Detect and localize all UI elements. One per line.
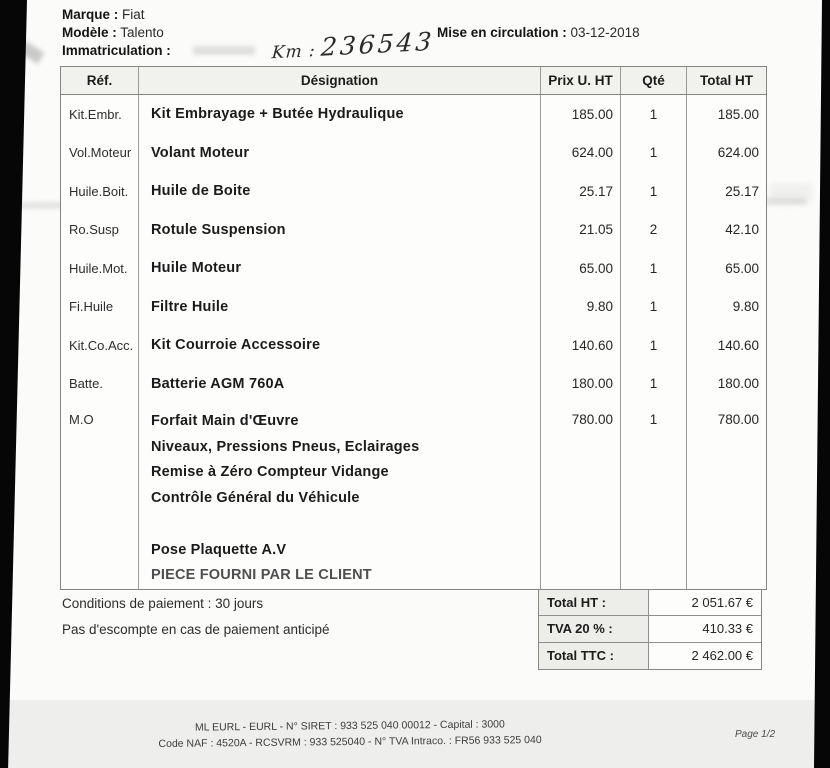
company-footer <box>100 715 600 752</box>
item-qty: 1 <box>621 134 687 173</box>
table-row <box>61 134 766 173</box>
table-row <box>61 172 766 211</box>
scan-smudge-artifact <box>193 46 255 55</box>
total-ttc-value: 2 462.00 € <box>691 648 753 664</box>
table-header-row <box>61 67 766 95</box>
table-row <box>61 365 766 404</box>
total-ttc-row <box>539 643 761 669</box>
mileage-km-label: Km : <box>271 40 317 64</box>
item-unit-price: 180.00 <box>541 365 621 404</box>
item-unit-price: 65.00 <box>541 249 621 288</box>
item-ref: Ro.Susp <box>61 211 139 250</box>
item-total: 42.10 <box>725 222 759 238</box>
tva-row <box>539 616 761 642</box>
item-qty: 1 <box>621 249 687 288</box>
payment-terms-line: Conditions de paiement : 30 jours <box>62 596 264 611</box>
invoice-items-table <box>60 66 767 590</box>
col-header-ref: Réf. <box>61 67 139 94</box>
model-label: Modèle : <box>62 25 117 40</box>
vehicle-make-line <box>62 7 145 22</box>
item-unit-price: 21.05 <box>541 211 621 250</box>
item-total: 624.00 <box>717 145 759 161</box>
item-qty: 1 <box>621 326 687 365</box>
first-registration-line <box>437 25 640 40</box>
table-row <box>61 288 766 327</box>
item-designation: Huile Moteur <box>139 249 541 288</box>
item-total: 140.60 <box>717 337 759 353</box>
tva-label: TVA 20 % : <box>539 616 649 641</box>
labor-detail-line: Contrôle Général du Véhicule <box>151 490 360 507</box>
item-total: 780.00 <box>717 412 759 427</box>
labor-designation: Forfait Main d'Œuvre <box>151 413 299 429</box>
scan-edge-bar-left <box>0 0 27 768</box>
company-fiscal-line: Code NAF : 4520A - RCSVRM : 933 525040 - N° TVA Intraco. : FR56 933 525 040 <box>158 733 542 751</box>
item-unit-price: 140.60 <box>541 326 621 365</box>
make-value: Fiat <box>122 7 145 22</box>
labor-detail-line: Pose Plaquette A.V <box>151 541 287 558</box>
first-registration-date: 03-12-2018 <box>570 25 640 40</box>
col-header-designation: Désignation <box>139 67 541 94</box>
tva-value: 410.33 € <box>702 621 753 637</box>
total-ttc-label: Total TTC : <box>539 643 649 669</box>
labor-detail-line: Remise à Zéro Compteur Vidange <box>151 464 389 481</box>
item-ref: Batte. <box>61 365 139 404</box>
table-row-labor <box>61 403 766 589</box>
item-designation-block <box>139 403 541 589</box>
item-total: 9.80 <box>732 299 759 315</box>
item-unit-price: 185.00 <box>541 95 621 134</box>
totals-table <box>538 589 762 670</box>
item-designation: Rotule Suspension <box>139 211 541 250</box>
col-header-unit-price: Prix U. HT <box>541 67 621 94</box>
vehicle-registration-line <box>62 43 171 58</box>
scan-smudge-artifact <box>770 183 812 203</box>
item-qty: 1 <box>621 288 687 327</box>
registration-label: Immatriculation : <box>62 43 171 58</box>
payment-discount-line: Pas d'escompte en cas de paiement anticipé <box>62 622 330 637</box>
item-designation: Kit Courroie Accessoire <box>139 326 541 365</box>
labor-detail-line: Niveaux, Pressions Pneus, Eclairages <box>151 438 420 455</box>
total-ht-value: 2 051.67 € <box>691 595 753 611</box>
item-designation: Huile de Boite <box>139 172 541 211</box>
col-header-qty: Qté <box>621 67 687 94</box>
item-ref: Huile.Boit. <box>61 172 139 211</box>
labor-detail-blank-line <box>151 512 534 538</box>
first-registration-label: Mise en circulation : <box>437 25 567 40</box>
table-row <box>61 326 766 365</box>
item-total: 185.00 <box>717 106 759 122</box>
labor-detail-line: PIECE FOURNI PAR LE CLIENT <box>151 567 372 584</box>
item-designation: Filtre Huile <box>139 288 541 327</box>
item-designation: Volant Moteur <box>139 134 541 173</box>
make-label: Marque : <box>62 7 119 22</box>
item-unit-price: 624.00 <box>541 134 621 173</box>
item-designation: Kit Embrayage + Butée Hydraulique <box>139 95 541 134</box>
table-row <box>61 95 766 134</box>
item-total: 180.00 <box>717 376 759 392</box>
item-designation: Batterie AGM 760A <box>139 365 541 404</box>
table-row <box>61 249 766 288</box>
item-qty: 1 <box>621 172 687 211</box>
item-ref: Huile.Mot. <box>61 249 139 288</box>
item-qty: 1 <box>621 403 687 589</box>
vehicle-model-line <box>62 25 164 40</box>
item-ref: M.O <box>61 403 139 589</box>
item-qty: 1 <box>621 95 687 134</box>
handwritten-mileage <box>271 27 435 65</box>
page-indicator: Page 1/2 <box>735 729 776 740</box>
item-qty: 2 <box>621 211 687 250</box>
item-unit-price: 780.00 <box>541 403 621 589</box>
mileage-value: 236543 <box>320 26 436 62</box>
total-ht-label: Total HT : <box>539 590 649 615</box>
total-ht-row <box>539 590 761 616</box>
scan-edge-bar-right <box>814 0 830 768</box>
item-unit-price: 9.80 <box>541 288 621 327</box>
item-total: 25.17 <box>725 183 759 199</box>
item-unit-price: 25.17 <box>541 172 621 211</box>
item-ref: Kit.Embr. <box>61 95 139 134</box>
item-ref: Fi.Huile <box>61 288 139 327</box>
item-ref: Vol.Moteur <box>61 134 139 173</box>
col-header-total: Total HT <box>700 73 753 88</box>
item-ref: Kit.Co.Acc. <box>61 326 139 365</box>
item-total: 65.00 <box>725 260 759 276</box>
company-legal-line: ML EURL - EURL - N° SIRET : 933 525 040 00012 - Capital : 3000 <box>194 718 505 734</box>
item-qty: 1 <box>621 365 687 404</box>
model-value: Talento <box>120 25 164 40</box>
table-row <box>61 211 766 250</box>
